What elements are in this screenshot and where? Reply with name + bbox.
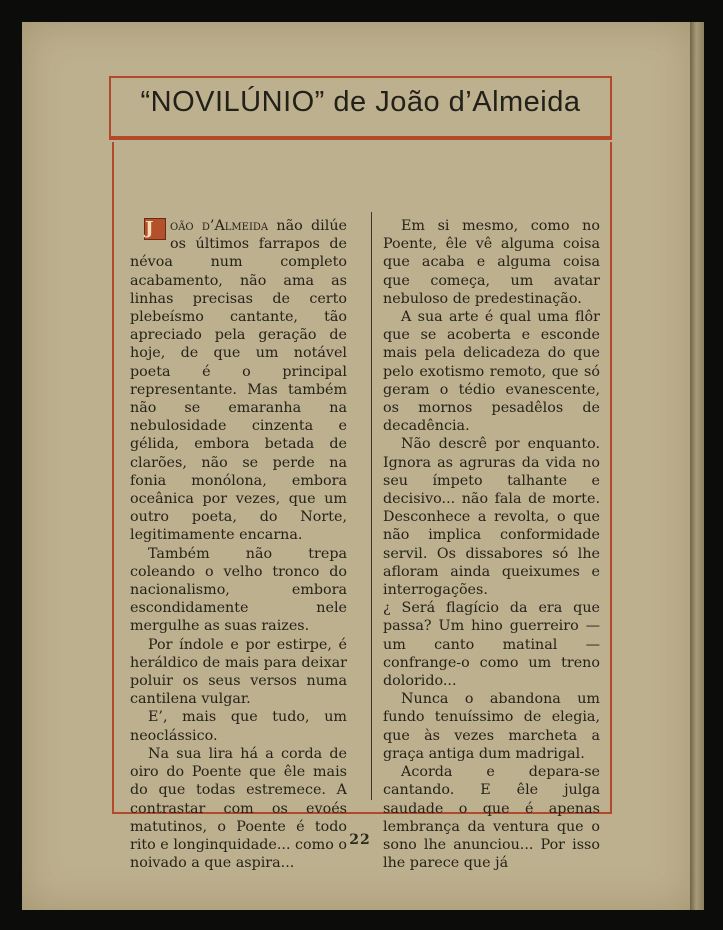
book-spine — [690, 22, 704, 910]
author-name: oão d’Almeida — [170, 218, 269, 234]
paragraph: E’, mais que tudo, um neoclássico. — [130, 709, 347, 744]
paragraph-text: não dilúe os últimos farrapos de névoa num completo acabamento, não ama as linhas precisas de certo plebeísmo cantante, tão apreciado pela geração de hoje, de que um notável poeta é o principal representante. Mas também não se emaranha na nebulosidade cinzenta e gélida, embora betada de clarões, não se perde na fonia monólona, embora oceânica por vezes, que um outro poeta, do Norte, legitimamente encarna. — [130, 218, 347, 544]
paragraph: Não descrê por enquanto. Ignora as agruras da vida no seu ímpeto talhante e decisivo... não fala de morte. Desconhece a revolta, o que não implica conformidade servil. Os dissabores só lhe afloram ainda queixumes e interrogações. — [383, 436, 600, 599]
article-title: “NOVILÚNIO” de João d’Almeida — [140, 86, 581, 118]
paragraph: Também não trepa coleando o velho tronco do nacionalismo, embora escondidamente nele mergulhe as suas raizes. — [130, 545, 347, 635]
paragraph: Acorda e depara-se cantando. E êle julga saudade o que é apenas lembrança da ventura que o sono lhe anunciou... Por isso lhe parece que já — [383, 764, 600, 872]
column-divider — [371, 212, 372, 800]
paragraph: Nunca o abandona um fundo tenuíssimo de elegia, que às vezes marcheta a graça antiga dum madrigal. — [383, 691, 600, 762]
paragraph: Na sua lira há a corda de oiro do Poente que êle mais do que todas estremece. A contrastar com os evoés matutinos, o Poente é todo rito e longinquidade... como o noivado a que aspira... — [130, 745, 347, 872]
paragraph: Por índole e por estirpe, é heráldico de mais para deixar poluir os seus versos numa cantilena vulgar. — [130, 636, 347, 708]
page-number: 22 — [349, 832, 371, 848]
dropcap-letter: J — [144, 218, 166, 240]
right-column — [383, 217, 600, 872]
paragraph: ¿ Será flagício da era que passa? Um hino guerreiro — um canto matinal — confrange-o como um treno dolorido... — [383, 600, 600, 690]
paragraph — [130, 217, 347, 545]
paragraph: A sua arte é qual uma flôr que se acoberta e esconde mais pela delicadeza do que pelo exotismo remoto, que só geram o tédio evanescente, os mornos pesadêlos de decadência. — [383, 309, 600, 435]
paragraph: Em si mesmo, como no Poente, êle vê alguma coisa que acaba e alguma coisa que começa, um avatar nebuloso de predestinação. — [383, 218, 600, 307]
left-column — [130, 217, 347, 872]
